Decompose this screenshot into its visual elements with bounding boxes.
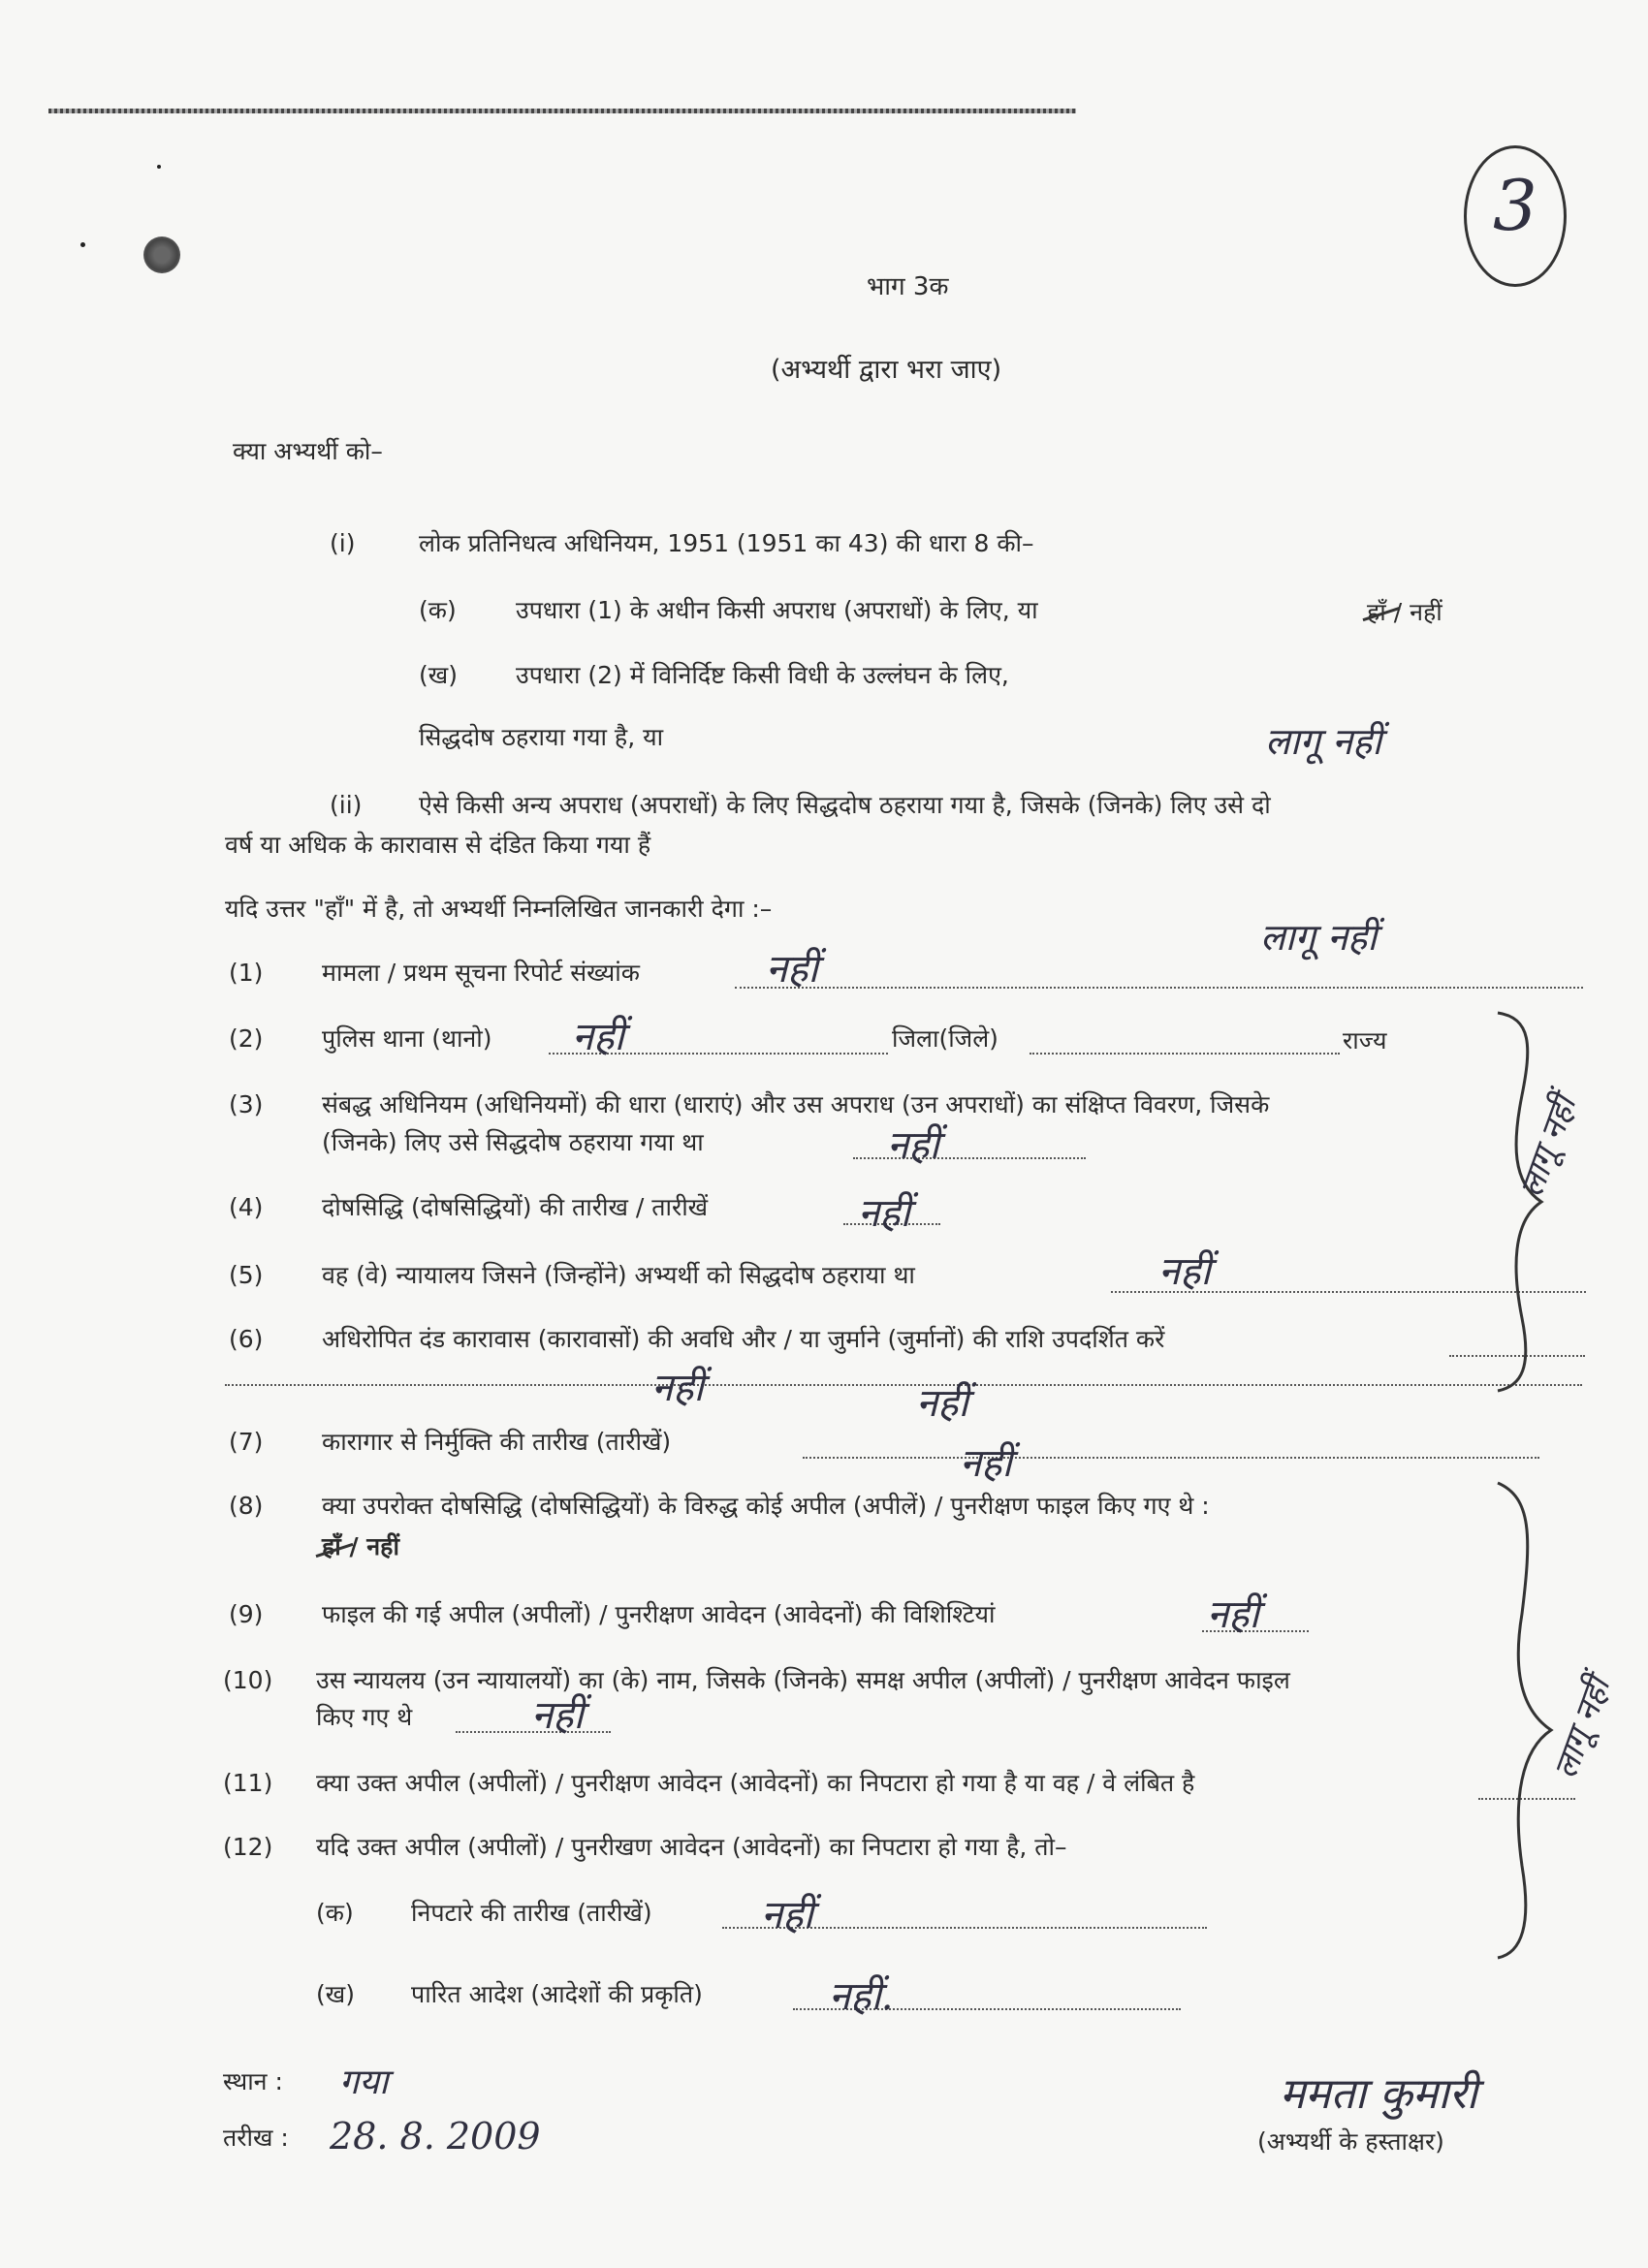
- section-i-end-text: सिद्धदोष ठहराया गया है, या: [419, 723, 664, 751]
- item-12-num: (12): [223, 1833, 273, 1861]
- section-ii-line2: वर्ष या अधिक के कारावास से दंडित किया गया हैं: [225, 831, 651, 859]
- item-6-answer-line-2: [225, 1384, 1582, 1386]
- item-3-line1: संबद्ध अधिनियम (अधिनियमों) की धारा (धाराएं) और उस अपराध (उन अपराधों) का संक्षिप्त विवरण, जिसके: [322, 1090, 1270, 1118]
- item-5-answer: नहीं: [1158, 1249, 1211, 1294]
- item-6-answer-1: नहीं: [651, 1366, 704, 1410]
- item-11-num: (11): [223, 1769, 273, 1797]
- item-3-line2: (जिनके) लिए उसे सिद्धदोष ठहराया गया था: [322, 1128, 704, 1156]
- item-5-label: वह (वे) न्यायालय जिसने (जिन्होंने) अभ्यर्थी को सिद्धदोष ठहराया था: [322, 1261, 915, 1289]
- section-i-text: लोक प्रतिनिधत्व अधिनियम, 1951 (1951 का 43) की धारा 8 की–: [419, 529, 1034, 557]
- item-1-label: मामला / प्रथम सूचना रिपोर्ट संख्यांक: [322, 959, 640, 987]
- punch-hole-icon: [143, 236, 180, 273]
- item-9-label: फाइल की गई अपील (अपीलों) / पुनरीक्षण आवेदन (आवेदनों) की विशिश्टियां: [322, 1600, 996, 1628]
- item-7-answer-line: [803, 1457, 1539, 1459]
- section-i-kha-text: उपधारा (2) में विनिर्दिष्ट किसी विधी के उल्लंघन के लिए,: [516, 661, 1009, 689]
- item-6-label: अधिरोपित दंड कारावास (कारावासों) की अवधि और / या जुर्माने (जुर्मानों) की राशि उपदर्शित करें: [322, 1325, 1165, 1353]
- item-12-kha-answer: नहीं.: [829, 1974, 894, 2019]
- speck: [80, 242, 85, 247]
- item-8-num: (8): [229, 1492, 264, 1520]
- item-7-answer: नहीं: [960, 1441, 1012, 1486]
- item-2-state-label: राज्य: [1343, 1026, 1387, 1055]
- section-i-ka-marker: (क): [419, 596, 457, 624]
- section-ii-marker: (ii): [330, 791, 363, 819]
- if-yes-handwritten-note: लागू नहीं: [1260, 916, 1378, 959]
- item-8-label: क्या उपरोक्त दोषसिद्धि (दोषसिद्धियों) के विरुद्ध कोई अपील (अपीलें) / पुनरीक्षण फाइल किए गए थे :: [322, 1492, 1210, 1520]
- item-2-district-label: जिला(जिले): [892, 1024, 998, 1053]
- page-number: 3: [1493, 165, 1537, 246]
- item-7-label: कारागार से निर्मुक्ति की तारीख (तारीखें): [322, 1428, 672, 1456]
- item-9-answer: नहीं: [1207, 1592, 1259, 1637]
- item-2-num: (2): [229, 1024, 264, 1053]
- section-i-ka-text: उपधारा (1) के अधीन किसी अपराध (अपराधों) के लिए, या: [516, 596, 1038, 624]
- section-i-ka-options: हाँ / नहीं: [1367, 598, 1442, 626]
- item-12-kha-marker: (ख): [316, 1980, 355, 2008]
- candidate-signature: ममता कुमारी: [1280, 2069, 1477, 2119]
- item-5-num: (5): [229, 1261, 264, 1289]
- item-10-line2: किए गए थे: [316, 1703, 413, 1731]
- margin-brace-lower: [1493, 1478, 1561, 1963]
- margin-brace-upper: [1493, 1008, 1551, 1396]
- item-12-ka-label: निपटारे की तारीख (तारीखें): [411, 1899, 652, 1927]
- place-value: गया: [339, 2063, 389, 2102]
- item-4-num: (4): [229, 1193, 264, 1221]
- item-8-options: हाँ / नहीं: [322, 1532, 399, 1560]
- if-yes-instruction: यदि उत्तर "हाँ" में है, तो अभ्यर्थी निम्नलिखित जानकारी देगा :–: [225, 895, 773, 923]
- margin-note-upper: लागू नहीं: [1511, 1090, 1585, 1203]
- item-1-answer: नहीं: [766, 947, 818, 992]
- section-i-handwritten-note: लागू नहीं: [1265, 720, 1382, 763]
- item-4-label: दोषसिद्धि (दोषसिद्धियों) की तारीख / तारीखें: [322, 1193, 709, 1221]
- scan-top-edge: [48, 109, 1076, 113]
- item-2-label: पुलिस थाना (थानो): [322, 1024, 492, 1053]
- part-heading: भाग 3क: [867, 272, 949, 301]
- margin-note-lower: लागू नहीं: [1545, 1672, 1619, 1784]
- item-7-num: (7): [229, 1428, 264, 1456]
- speck: [157, 165, 161, 169]
- date-value: 28. 8. 2009: [330, 2115, 541, 2158]
- item-3-answer: नहीं: [887, 1123, 939, 1168]
- form-subtitle: (अभ्यर्थी द्वारा भरा जाए): [771, 355, 1002, 385]
- item-12-ka-marker: (क): [316, 1899, 354, 1927]
- signature-caption: (अभ्यर्थी के हस्ताक्षर): [1257, 2127, 1444, 2156]
- item-6-num: (6): [229, 1325, 264, 1353]
- date-label: तरीख :: [223, 2124, 289, 2152]
- item-2-district-line: [1030, 1053, 1340, 1055]
- item-12-label: यदि उक्त अपील (अपीलों) / पुनरीखण आवेदन (आवेदनों) का निपटारा हो गया है, तो–: [316, 1833, 1067, 1861]
- item-2-answer: नहीं: [572, 1015, 624, 1059]
- item-9-num: (9): [229, 1600, 264, 1628]
- item-10-answer: नहीं: [531, 1693, 584, 1738]
- intro-question: क्या अभ्यर्थी को–: [233, 437, 383, 465]
- section-ii-line1: ऐसे किसी अन्य अपराध (अपराधों) के लिए सिद्धदोष ठहराया गया है, जिसके (जिनके) लिए उसे दो: [419, 791, 1271, 819]
- item-10-line1: उस न्यायलय (उन न्यायालयों) का (के) नाम, जिसके (जिनके) समक्ष अपील (अपीलों) / पुनरीक्षण आवेदन फाइल: [316, 1666, 1290, 1694]
- section-i-kha-marker: (ख): [419, 661, 458, 689]
- item-4-answer: नहीं: [858, 1191, 910, 1236]
- item-6-answer-2: नहीं: [916, 1381, 968, 1426]
- item-12-kha-label: पारित आदेश (आदेशों की प्रकृति): [411, 1980, 703, 2008]
- section-i-marker: (i): [330, 529, 356, 557]
- item-10-num: (10): [223, 1666, 273, 1694]
- item-11-label: क्या उक्त अपील (अपीलों) / पुनरीक्षण आवेदन (आवेदनों) का निपटारा हो गया है या वह / वे लंबित है: [316, 1769, 1195, 1797]
- place-label: स्थान :: [223, 2067, 283, 2095]
- item-12-ka-answer: नहीं: [761, 1893, 813, 1937]
- item-1-answer-line: [735, 987, 1583, 989]
- item-3-num: (3): [229, 1090, 264, 1118]
- item-1-num: (1): [229, 959, 264, 987]
